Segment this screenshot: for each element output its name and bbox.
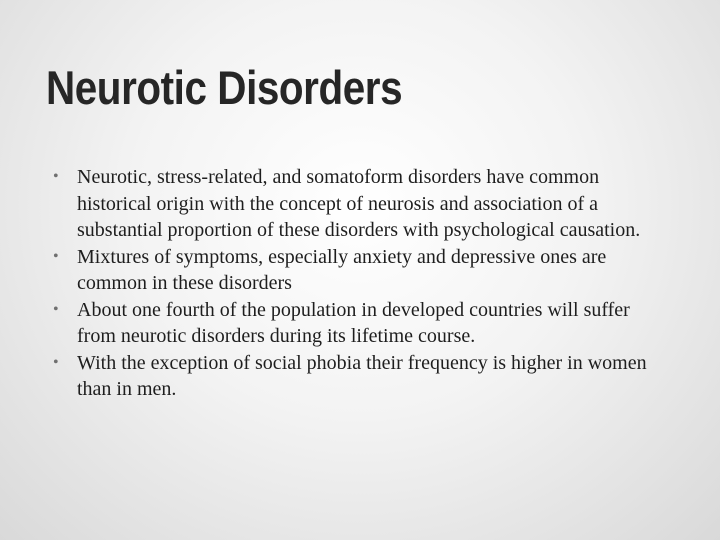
bullet-marker: • bbox=[53, 353, 59, 371]
slide-title: Neurotic Disorders bbox=[46, 61, 403, 114]
bullet-text: Neurotic, stress-related, and somatoform disorders have common historical origin with the concept of neurosis and association of a substantial proportion of these disorders with psychological causation. bbox=[77, 166, 641, 241]
bullet-item bbox=[52, 244, 672, 297]
bullet-marker: • bbox=[53, 300, 59, 318]
bullet-text: With the exception of social phobia their frequency is higher in women than in men. bbox=[77, 351, 647, 400]
bullet-list bbox=[52, 164, 672, 403]
bullet-item bbox=[52, 350, 672, 403]
bullet-text: Mixtures of symptoms, especially anxiety and depressive ones are common in these disorders bbox=[77, 245, 607, 294]
bullet-item bbox=[52, 164, 672, 244]
bullet-text: About one fourth of the population in developed countries will suffer from neurotic disorders during its lifetime course. bbox=[77, 298, 630, 347]
bullet-marker: • bbox=[53, 168, 59, 185]
bullet-marker: • bbox=[53, 247, 59, 265]
bullet-item bbox=[52, 297, 672, 350]
